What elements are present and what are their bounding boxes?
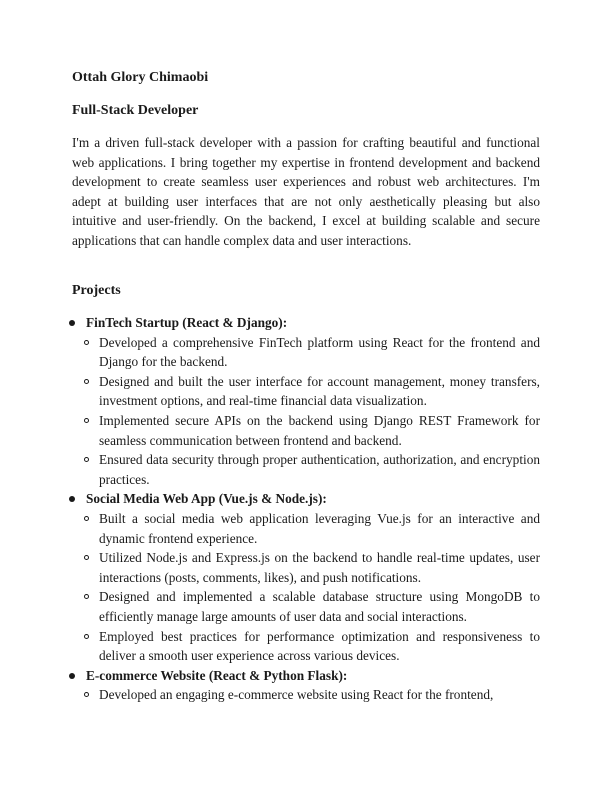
point-text: Designed and built the user interface for account management, money transfers, investment options, and real-time financial data visualization. bbox=[99, 373, 540, 409]
list-item bbox=[72, 411, 540, 450]
circle-bullet-icon bbox=[84, 418, 89, 423]
circle-bullet-icon bbox=[84, 594, 89, 599]
list-item bbox=[72, 450, 540, 489]
circle-bullet-icon bbox=[84, 379, 89, 384]
bullet-icon bbox=[69, 496, 75, 502]
list-item bbox=[72, 333, 540, 372]
circle-bullet-icon bbox=[84, 516, 89, 521]
point-text: Utilized Node.js and Express.js on the backend to handle real-time updates, user interactions (posts, comments, likes), and push notifications. bbox=[99, 550, 540, 585]
list-item bbox=[72, 372, 540, 411]
circle-bullet-icon bbox=[84, 555, 89, 560]
project-item bbox=[72, 313, 540, 489]
bullet-icon bbox=[69, 673, 75, 679]
list-item bbox=[72, 509, 540, 548]
circle-bullet-icon bbox=[84, 692, 89, 697]
circle-bullet-icon bbox=[84, 457, 89, 462]
point-text: Developed an engaging e-commerce website using React for the frontend, bbox=[99, 687, 494, 703]
project-title: E-commerce Website (React & Python Flask): bbox=[86, 667, 348, 683]
point-text: Employed best practices for performance optimization and responsiveness to deliver a smooth user experience across various devices. bbox=[99, 628, 540, 664]
point-text: Built a social media web application leveraging Vue.js for an interactive and dynamic frontend experience. bbox=[99, 510, 540, 546]
job-title: Full-Stack Developer bbox=[72, 103, 199, 118]
list-item bbox=[72, 627, 540, 666]
point-text: Implemented secure APIs on the backend using Django REST Framework for seamless communication between frontend and backend. bbox=[99, 412, 540, 448]
circle-bullet-icon bbox=[84, 634, 89, 639]
point-text: Ensured data security through proper authentication, authorization, and encryption practices. bbox=[99, 452, 540, 487]
circle-bullet-icon bbox=[84, 340, 89, 345]
list-item bbox=[72, 548, 540, 587]
project-points bbox=[72, 685, 540, 705]
list-item bbox=[72, 685, 540, 705]
list-item bbox=[72, 587, 540, 626]
point-text: Developed a comprehensive FinTech platform using React for the frontend and Django for the backend. bbox=[99, 334, 540, 370]
summary-paragraph: I'm a driven full-stack developer with a passion for crafting beautiful and functional web applications. I bring together my expertise in frontend development and backend development to create seamless user experiences and robust web architectures. I'm adept at building user interfaces that are not only aesthetically pleasing but also intuitive and user-friendly. On the backend, I excel at building scalable and secure applications that can handle complex data and user interactions. bbox=[72, 135, 540, 248]
point-text: Designed and implemented a scalable database structure using MongoDB to efficiently manage large amounts of user data and social interactions. bbox=[99, 589, 540, 624]
project-item bbox=[72, 489, 540, 665]
projects-list bbox=[72, 313, 540, 705]
candidate-name: Ottah Glory Chimaobi bbox=[72, 70, 209, 85]
projects-heading: Projects bbox=[72, 283, 121, 298]
bullet-icon bbox=[69, 320, 75, 326]
project-item bbox=[72, 666, 540, 705]
project-title: FinTech Startup (React & Django): bbox=[86, 315, 288, 330]
project-points bbox=[72, 509, 540, 666]
project-title: Social Media Web App (Vue.js & Node.js): bbox=[86, 491, 327, 507]
project-points bbox=[72, 333, 540, 490]
